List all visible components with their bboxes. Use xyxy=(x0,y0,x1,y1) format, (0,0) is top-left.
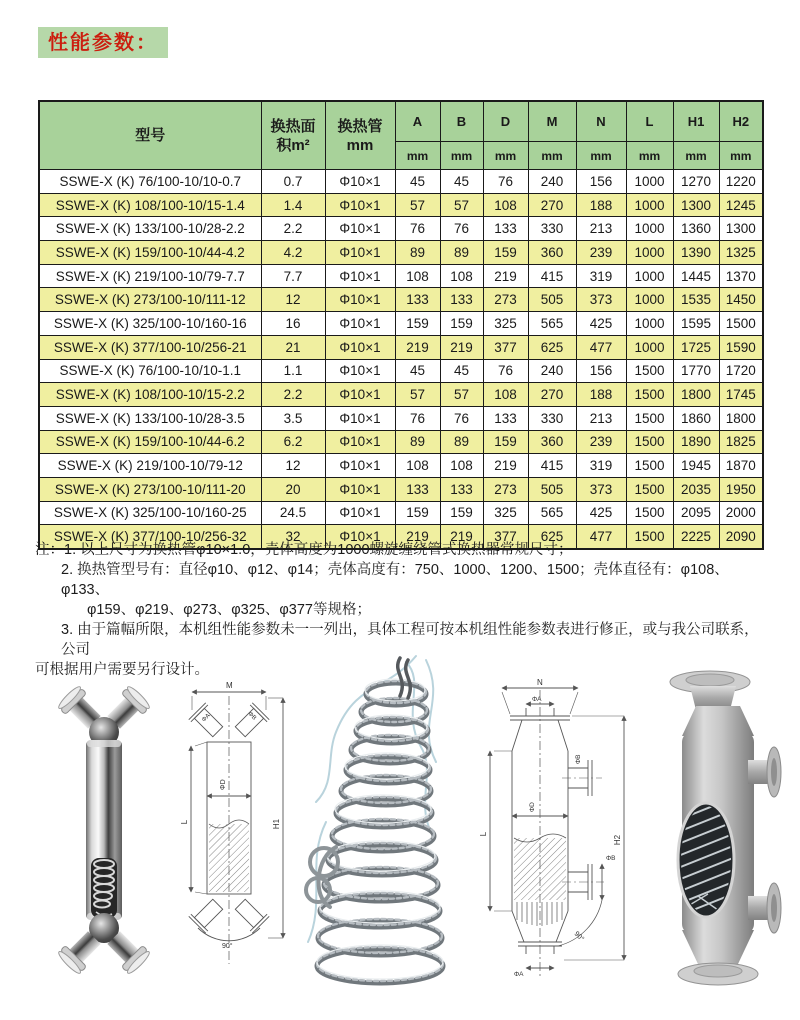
value-cell: 325 xyxy=(483,312,528,336)
header-tube-line2: mm xyxy=(346,136,374,154)
header-tube-line1: 换热管 xyxy=(337,117,383,135)
value-cell: 89 xyxy=(440,430,483,454)
value-cell: 6.2 xyxy=(261,430,325,454)
value-cell: 377 xyxy=(483,525,528,549)
value-cell: Φ10×1 xyxy=(325,288,395,312)
value-cell: 1500 xyxy=(626,430,673,454)
value-cell: 219 xyxy=(440,525,483,549)
header-model: 型号 xyxy=(39,101,261,170)
value-cell: 565 xyxy=(528,312,576,336)
value-cell: 159 xyxy=(440,312,483,336)
value-cell: 89 xyxy=(395,430,440,454)
value-cell: 133 xyxy=(395,288,440,312)
model-cell: SSWE-X (K) 108/100-10/15-2.2 xyxy=(39,383,261,407)
value-cell: 76 xyxy=(483,170,528,194)
value-cell: 1535 xyxy=(673,288,719,312)
value-cell: 57 xyxy=(395,383,440,407)
value-cell: 1000 xyxy=(626,312,673,336)
value-cell: 330 xyxy=(528,217,576,241)
value-cell: 12 xyxy=(261,454,325,478)
value-cell: Φ10×1 xyxy=(325,217,395,241)
value-cell: 1000 xyxy=(626,170,673,194)
value-cell: 373 xyxy=(576,288,626,312)
table-row xyxy=(39,359,763,383)
dim-label-phiD: ΦD xyxy=(220,779,227,790)
value-cell: Φ10×1 xyxy=(325,430,395,454)
model-cell: SSWE-X (K) 219/100-10/79-12 xyxy=(39,454,261,478)
value-cell: 2035 xyxy=(673,477,719,501)
header-unit: mm xyxy=(483,142,528,170)
table-row xyxy=(39,383,763,407)
value-cell: 7.7 xyxy=(261,264,325,288)
table-row xyxy=(39,454,763,478)
value-cell: 16 xyxy=(261,312,325,336)
value-cell: 159 xyxy=(483,241,528,265)
value-cell: 1890 xyxy=(673,430,719,454)
table-row xyxy=(39,430,763,454)
dimension-diagram-vessel-type xyxy=(462,676,644,984)
value-cell: 330 xyxy=(528,406,576,430)
value-cell: 1950 xyxy=(719,477,763,501)
header-dim-D: D xyxy=(483,101,528,142)
value-cell: 425 xyxy=(576,501,626,525)
value-cell: 273 xyxy=(483,477,528,501)
table-body xyxy=(39,170,763,550)
value-cell: Φ10×1 xyxy=(325,406,395,430)
value-cell: 240 xyxy=(528,359,576,383)
flange-label-phiB: ΦB xyxy=(246,711,258,722)
model-cell: SSWE-X (K) 133/100-10/28-2.2 xyxy=(39,217,261,241)
value-cell: 32 xyxy=(261,525,325,549)
value-cell: Φ10×1 xyxy=(325,241,395,265)
heat-exchanger-photo-polished xyxy=(40,666,168,992)
value-cell: 565 xyxy=(528,501,576,525)
note-line: 注：1. 以上尺寸为换热管φ10×1.0，壳体高度为1000螺旋缠绕管式换热器常规尺寸； xyxy=(35,542,573,558)
dim-label-phiA-bottom: ΦA xyxy=(514,971,524,978)
value-cell: 1000 xyxy=(626,241,673,265)
model-cell: SSWE-X (K) 273/100-10/111-12 xyxy=(39,288,261,312)
value-cell: Φ10×1 xyxy=(325,359,395,383)
value-cell: 133 xyxy=(395,477,440,501)
value-cell: Φ10×1 xyxy=(325,501,395,525)
value-cell: 373 xyxy=(576,477,626,501)
value-cell: 2095 xyxy=(673,501,719,525)
value-cell: 57 xyxy=(440,383,483,407)
page-title: 性能参数： xyxy=(38,27,168,58)
value-cell: 108 xyxy=(395,454,440,478)
value-cell: 415 xyxy=(528,454,576,478)
value-cell: 1270 xyxy=(673,170,719,194)
value-cell: 319 xyxy=(576,454,626,478)
note-line: 2. 换热管型号有：直径φ10、φ12、φ14；壳体高度有：750、1000、1200、1500；壳体直径有：φ108、φ133、 xyxy=(61,562,729,598)
value-cell: 1245 xyxy=(719,193,763,217)
value-cell: 108 xyxy=(483,383,528,407)
dim-label-phiA-top: ΦA xyxy=(532,696,542,703)
value-cell: 625 xyxy=(528,525,576,549)
header-area-line1: 换热面 xyxy=(270,117,316,135)
value-cell: 1000 xyxy=(626,193,673,217)
value-cell: Φ10×1 xyxy=(325,193,395,217)
value-cell: 240 xyxy=(528,170,576,194)
table-header xyxy=(39,101,763,170)
value-cell: 273 xyxy=(483,288,528,312)
value-cell: 133 xyxy=(440,288,483,312)
model-cell: SSWE-X (K) 273/100-10/111-20 xyxy=(39,477,261,501)
header-unit: mm xyxy=(576,142,626,170)
value-cell: 108 xyxy=(440,454,483,478)
value-cell: 1720 xyxy=(719,359,763,383)
value-cell: 219 xyxy=(395,335,440,359)
spec-table xyxy=(38,100,764,550)
bottom-cone xyxy=(682,930,754,964)
table-row xyxy=(39,170,763,194)
value-cell: 477 xyxy=(576,525,626,549)
value-cell: 325 xyxy=(483,501,528,525)
value-cell: 45 xyxy=(440,359,483,383)
value-cell: 505 xyxy=(528,477,576,501)
note-line: 可根据用户需要另行设计。 xyxy=(35,662,209,678)
value-cell: 45 xyxy=(395,170,440,194)
value-cell: 1500 xyxy=(626,359,673,383)
heat-exchanger-photo-cutaway xyxy=(648,664,798,998)
header-unit: mm xyxy=(528,142,576,170)
value-cell: 1325 xyxy=(719,241,763,265)
value-cell: 133 xyxy=(483,406,528,430)
value-cell: 57 xyxy=(395,193,440,217)
table-row xyxy=(39,312,763,336)
visible-coil xyxy=(91,858,117,918)
value-cell: Φ10×1 xyxy=(325,170,395,194)
header-unit: mm xyxy=(626,142,673,170)
model-cell: SSWE-X (K) 133/100-10/28-3.5 xyxy=(39,406,261,430)
value-cell: 270 xyxy=(528,193,576,217)
value-cell: 319 xyxy=(576,264,626,288)
value-cell: 1500 xyxy=(626,383,673,407)
table-row xyxy=(39,217,763,241)
value-cell: 625 xyxy=(528,335,576,359)
value-cell: 1.4 xyxy=(261,193,325,217)
value-cell: 1500 xyxy=(626,406,673,430)
value-cell: 108 xyxy=(395,264,440,288)
value-cell: 1825 xyxy=(719,430,763,454)
value-cell: 3.5 xyxy=(261,406,325,430)
dim-label-L: L xyxy=(479,831,488,837)
model-cell: SSWE-X (K) 377/100-10/256-21 xyxy=(39,335,261,359)
value-cell: 415 xyxy=(528,264,576,288)
value-cell: 1595 xyxy=(673,312,719,336)
header-dim-N: N xyxy=(576,101,626,142)
value-cell: 1450 xyxy=(719,288,763,312)
header-dim-H2: H2 xyxy=(719,101,763,142)
value-cell: 270 xyxy=(528,383,576,407)
value-cell: 2225 xyxy=(673,525,719,549)
header-dim-A: A xyxy=(395,101,440,142)
value-cell: 219 xyxy=(483,264,528,288)
value-cell: Φ10×1 xyxy=(325,477,395,501)
header-dim-H1: H1 xyxy=(673,101,719,142)
value-cell: 159 xyxy=(395,312,440,336)
value-cell: 76 xyxy=(483,359,528,383)
value-cell: 188 xyxy=(576,193,626,217)
value-cell: 1800 xyxy=(719,406,763,430)
angle-label-90: 90° xyxy=(222,943,233,950)
dim-label-phiB-upper: ΦB xyxy=(575,754,582,764)
dimension-diagram-x-type xyxy=(170,676,296,980)
value-cell: 24.5 xyxy=(261,501,325,525)
value-cell: 2000 xyxy=(719,501,763,525)
value-cell: 76 xyxy=(395,406,440,430)
value-cell: Φ10×1 xyxy=(325,335,395,359)
table-row xyxy=(39,406,763,430)
header-unit: mm xyxy=(440,142,483,170)
value-cell: 89 xyxy=(395,241,440,265)
table-row xyxy=(39,241,763,265)
value-cell: 477 xyxy=(576,335,626,359)
value-cell: 239 xyxy=(576,241,626,265)
value-cell: 1745 xyxy=(719,383,763,407)
header-dim-L: L xyxy=(626,101,673,142)
table-row xyxy=(39,264,763,288)
model-cell: SSWE-X (K) 159/100-10/44-4.2 xyxy=(39,241,261,265)
value-cell: 57 xyxy=(440,193,483,217)
table-row xyxy=(39,288,763,312)
coil-stack xyxy=(317,679,443,983)
value-cell: 20 xyxy=(261,477,325,501)
value-cell: 213 xyxy=(576,217,626,241)
value-cell: 1500 xyxy=(719,312,763,336)
value-cell: 213 xyxy=(576,406,626,430)
model-cell: SSWE-X (K) 325/100-10/160-16 xyxy=(39,312,261,336)
dim-label-L: L xyxy=(180,819,189,825)
table-row xyxy=(39,501,763,525)
note-line: 3. 由于篇幅所限，本机组性能参数未一一列出，具体工程可按本机组性能参数表进行修正，或与我公司联系，公司 xyxy=(61,622,759,658)
value-cell: 1300 xyxy=(673,193,719,217)
value-cell: Φ10×1 xyxy=(325,264,395,288)
value-cell: 4.2 xyxy=(261,241,325,265)
dim-label-H1: H1 xyxy=(272,818,281,830)
value-cell: 133 xyxy=(440,477,483,501)
value-cell: 2.2 xyxy=(261,217,325,241)
value-cell: 2090 xyxy=(719,525,763,549)
value-cell: 1725 xyxy=(673,335,719,359)
value-cell: 2.2 xyxy=(261,383,325,407)
value-cell: 159 xyxy=(483,430,528,454)
model-cell: SSWE-X (K) 76/100-10/10-1.1 xyxy=(39,359,261,383)
model-cell: SSWE-X (K) 219/100-10/79-7.7 xyxy=(39,264,261,288)
header-dim-M: M xyxy=(528,101,576,142)
header-tube xyxy=(325,101,395,170)
value-cell: Φ10×1 xyxy=(325,525,395,549)
header-unit: mm xyxy=(395,142,440,170)
value-cell: 360 xyxy=(528,430,576,454)
value-cell: 1.1 xyxy=(261,359,325,383)
value-cell: 1000 xyxy=(626,335,673,359)
spiral-coil-photo xyxy=(296,652,458,998)
value-cell: 1500 xyxy=(626,454,673,478)
value-cell: 219 xyxy=(483,454,528,478)
value-cell: 108 xyxy=(483,193,528,217)
model-cell: SSWE-X (K) 159/100-10/44-6.2 xyxy=(39,430,261,454)
value-cell: 1590 xyxy=(719,335,763,359)
model-cell: SSWE-X (K) 108/100-10/15-1.4 xyxy=(39,193,261,217)
value-cell: 239 xyxy=(576,430,626,454)
value-cell: 1860 xyxy=(673,406,719,430)
value-cell: 133 xyxy=(483,217,528,241)
value-cell: 156 xyxy=(576,170,626,194)
value-cell: 1360 xyxy=(673,217,719,241)
value-cell: 1870 xyxy=(719,454,763,478)
value-cell: 1300 xyxy=(719,217,763,241)
dim-label-N: N xyxy=(537,678,543,687)
header-unit: mm xyxy=(673,142,719,170)
value-cell: 108 xyxy=(440,264,483,288)
value-cell: 425 xyxy=(576,312,626,336)
header-dim-B: B xyxy=(440,101,483,142)
value-cell: Φ10×1 xyxy=(325,312,395,336)
shoulder xyxy=(682,706,754,736)
table-row xyxy=(39,335,763,359)
model-cell: SSWE-X (K) 325/100-10/160-25 xyxy=(39,501,261,525)
value-cell: 156 xyxy=(576,359,626,383)
value-cell: 1000 xyxy=(626,288,673,312)
header-area xyxy=(261,101,325,170)
value-cell: 1945 xyxy=(673,454,719,478)
value-cell: 219 xyxy=(440,335,483,359)
value-cell: 45 xyxy=(395,359,440,383)
value-cell: 159 xyxy=(440,501,483,525)
value-cell: 505 xyxy=(528,288,576,312)
value-cell: 219 xyxy=(395,525,440,549)
dim-label-M: M xyxy=(226,681,233,690)
value-cell: 1500 xyxy=(626,501,673,525)
note-line: φ159、φ219、φ273、φ325、φ377等规格； xyxy=(87,602,371,618)
value-cell: 89 xyxy=(440,241,483,265)
value-cell: 1500 xyxy=(626,525,673,549)
header-unit: mm xyxy=(719,142,763,170)
model-cell: SSWE-X (K) 76/100-10/10-0.7 xyxy=(39,170,261,194)
value-cell: 76 xyxy=(440,406,483,430)
flange-label-phiA: ΦA xyxy=(201,712,212,724)
value-cell: 360 xyxy=(528,241,576,265)
angle-label-90: 90° xyxy=(572,930,586,943)
table-row xyxy=(39,477,763,501)
value-cell: 188 xyxy=(576,383,626,407)
model-cell: SSWE-X (K) 377/100-10/256-32 xyxy=(39,525,261,549)
dim-label-H2: H2 xyxy=(613,834,622,846)
value-cell: 159 xyxy=(395,501,440,525)
value-cell: Φ10×1 xyxy=(325,454,395,478)
value-cell: 1220 xyxy=(719,170,763,194)
dim-label-phiB-lower: ΦB xyxy=(606,855,616,862)
value-cell: Φ10×1 xyxy=(325,383,395,407)
header-area-line2: 积m² xyxy=(276,136,310,154)
value-cell: 1000 xyxy=(626,217,673,241)
dim-label-phiD: ΦD xyxy=(529,802,536,812)
table-row xyxy=(39,193,763,217)
value-cell: 76 xyxy=(395,217,440,241)
value-cell: 0.7 xyxy=(261,170,325,194)
value-cell: 45 xyxy=(440,170,483,194)
value-cell: 1370 xyxy=(719,264,763,288)
value-cell: 21 xyxy=(261,335,325,359)
value-cell: 377 xyxy=(483,335,528,359)
value-cell: 1800 xyxy=(673,383,719,407)
value-cell: 1500 xyxy=(626,477,673,501)
value-cell: 12 xyxy=(261,288,325,312)
value-cell: 1390 xyxy=(673,241,719,265)
value-cell: 1000 xyxy=(626,264,673,288)
value-cell: 76 xyxy=(440,217,483,241)
value-cell: 1445 xyxy=(673,264,719,288)
value-cell: 1770 xyxy=(673,359,719,383)
